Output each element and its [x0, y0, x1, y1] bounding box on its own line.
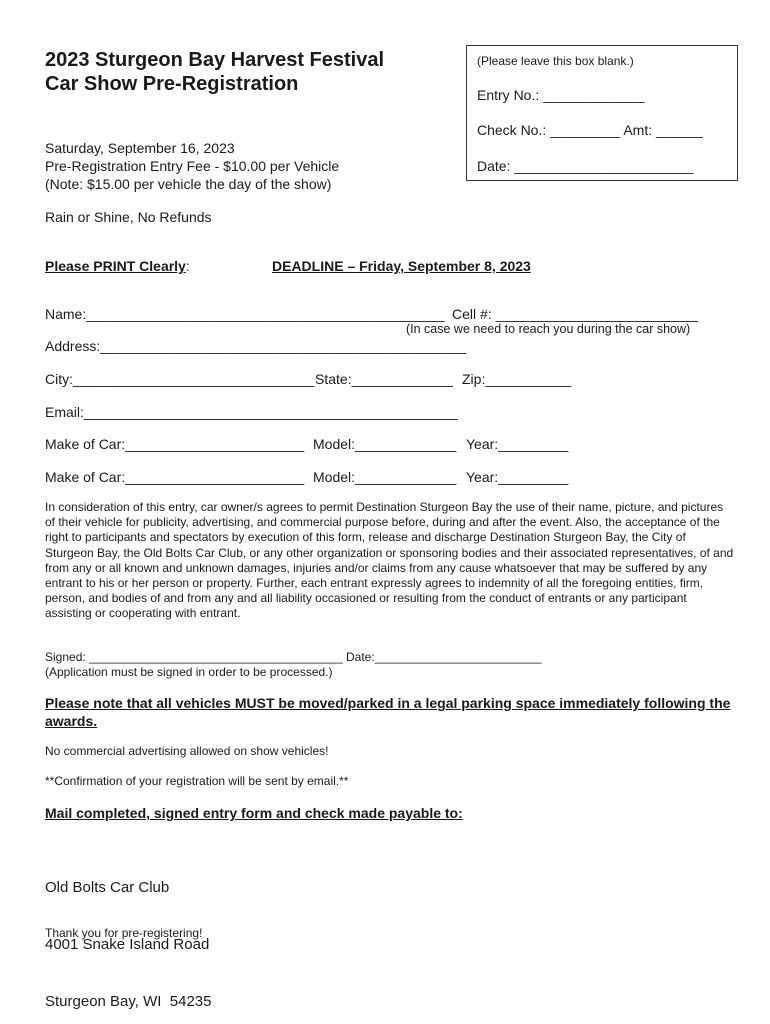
cell-note: (In case we need to reach you during the car show) — [406, 322, 691, 336]
title-line-2: Car Show Pre-Registration — [45, 73, 299, 95]
print-clearly-text: Please PRINT Clearly — [45, 258, 186, 274]
print-clearly-colon: : — [185, 258, 190, 274]
zip-field[interactable]: Zip:___________ — [462, 371, 571, 387]
rain-policy: Rain or Shine, No Refunds — [45, 209, 212, 225]
mail-heading: Mail completed, signed entry form and check made payable to: — [45, 805, 463, 821]
car-make-field-1[interactable]: Make of Car:_______________________ — [45, 436, 305, 452]
advertising-notice: No commercial advertising allowed on show vehicles! — [45, 744, 329, 758]
entry-number-field: Entry No.: _____________ — [477, 87, 645, 103]
form-title — [45, 48, 384, 96]
signature-line[interactable]: Signed: ______________________________________ Date:_________________________ — [45, 650, 542, 664]
liability-waiver: In consideration of this entry, car owner/s agrees to permit Destination Sturgeon Bay the use of their name, picture, and pictures of their vehicle for publicity, advertising, and commercial purpose before, during and after the event. Also, the acceptance of the right to participants and spectators by execution of this form, release and discharge Destination Sturgeon Bay, the City of Sturgeon Bay, the Old Bolts Car Club, or any other organization or sponsoring bodies and their associated representatives, of and from any or all known and unknown damages, injuries and/or claims from any cause whatsoever that may be suffered by any entrant to his or her person or property. Further, each entrant expressly agrees to indemnity of all the foregoing entities, firm, person, and bodies of and from any and all liability occasioned or resulting from the conduct of entrants or any participant assisting or cooperating with entrant. — [45, 500, 734, 621]
car-year-field-2[interactable]: Year:_________ — [466, 469, 569, 485]
office-box-note: (Please leave this box blank.) — [477, 54, 634, 68]
address-line-1: Old Bolts Car Club — [45, 879, 170, 896]
entry-fee: Pre-Registration Entry Fee - $10.00 per Vehicle — [45, 158, 340, 174]
address-line-3: Sturgeon Bay, WI 54235 — [45, 993, 212, 1010]
city-field[interactable]: City:_______________________________ — [45, 371, 315, 387]
cell-field[interactable]: Cell #: __________________________ — [452, 306, 699, 322]
print-instruction — [45, 258, 190, 274]
deadline: DEADLINE – Friday, September 8, 2023 — [272, 258, 531, 274]
check-amount-field: Check No.: _________ Amt: ______ — [477, 122, 703, 138]
address-field[interactable]: Address:_______________________________________________ — [45, 338, 467, 354]
event-date: Saturday, September 16, 2023 — [45, 140, 235, 156]
office-use-box — [466, 45, 738, 181]
office-date-field: Date: _______________________ — [477, 158, 694, 174]
title-line-1: 2023 Sturgeon Bay Harvest Festival — [45, 49, 385, 71]
confirmation-notice: **Confirmation of your registration will be sent by email.** — [45, 774, 349, 788]
car-make-field-2[interactable]: Make of Car:_______________________ — [45, 469, 305, 485]
car-year-field-1[interactable]: Year:_________ — [466, 436, 569, 452]
car-model-field-2[interactable]: Model:_____________ — [313, 469, 457, 485]
closing-thanks: Thank you for pre-registering! — [45, 926, 203, 940]
email-field[interactable]: Email:________________________________________________ — [45, 404, 458, 420]
state-field[interactable]: State:_____________ — [315, 371, 453, 387]
name-field[interactable]: Name:______________________________________________ — [45, 306, 445, 322]
fee-note: (Note: $15.00 per vehicle the day of the show) — [45, 176, 332, 192]
parking-notice: Please note that all vehicles MUST be moved/parked in a legal parking space immediately following the awards. — [45, 695, 731, 729]
signature-note: (Application must be signed in order to be processed.) — [45, 665, 333, 679]
address-line-2: 4001 Snake Island Road — [45, 936, 210, 953]
car-model-field-1[interactable]: Model:_____________ — [313, 436, 457, 452]
